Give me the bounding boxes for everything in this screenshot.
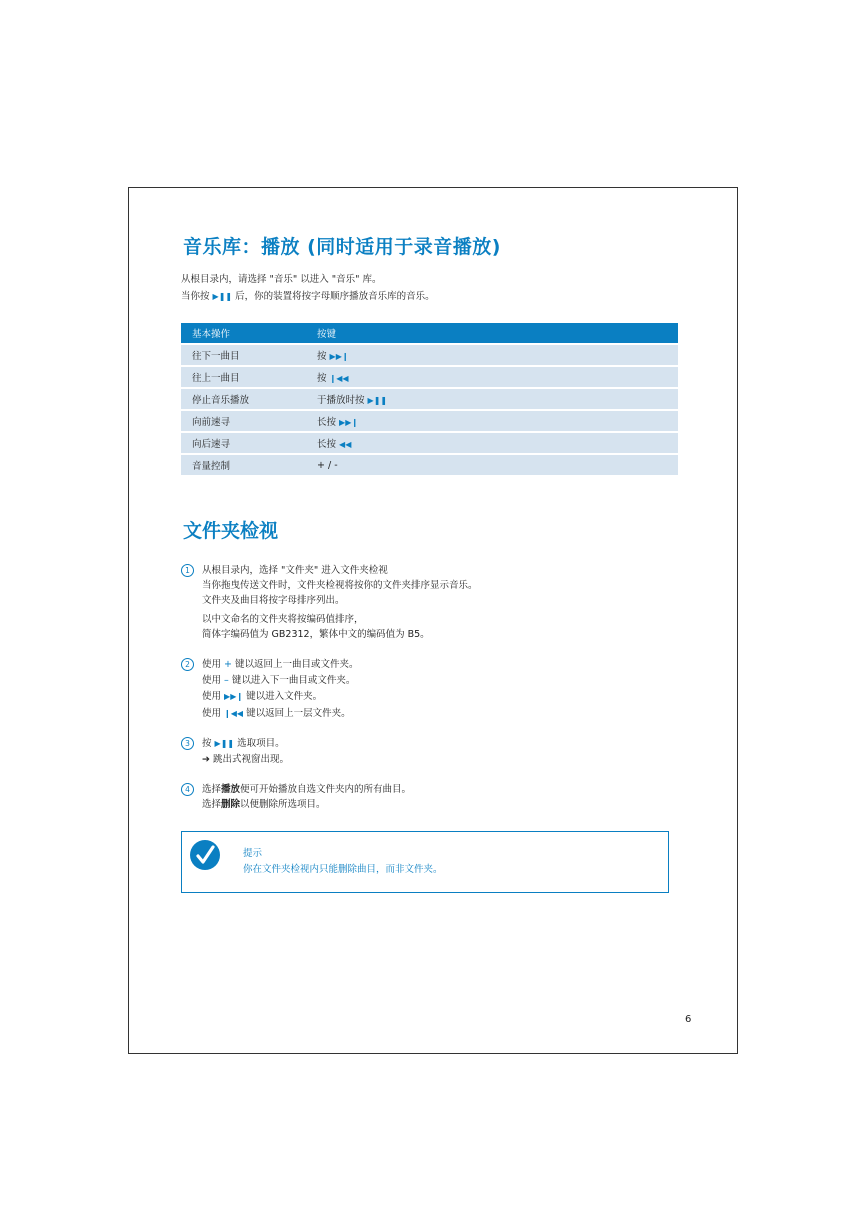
fast-forward-icon: ▶▶❙ [339, 418, 359, 427]
step4-line2-post: 以便删除所选项目。 [240, 799, 326, 810]
step2-line3-post: 键以进入文件夹。 [246, 691, 323, 702]
table-row [181, 367, 678, 387]
table-header-key: 按键 [306, 323, 678, 343]
step2-line2-post: 键以进入下一曲目或文件夹。 [231, 675, 356, 686]
step2-line1 [202, 656, 359, 670]
minus-key: – [224, 675, 229, 686]
step3-line1-pre: 按 [202, 738, 212, 749]
operations-table [181, 321, 678, 477]
step4-line2-bold: 删除 [221, 799, 241, 810]
key-text: 于播放时按 [317, 395, 365, 406]
table-cell-op: 往上一曲目 [181, 367, 306, 387]
intro-line-1: 从根目录内，请选择 "音乐" 以进入 "音乐" 库。 [181, 274, 382, 285]
step1-line5: 简体字编码值为 GB2312，繁体中文的编码值为 B5。 [202, 629, 430, 640]
rewind-icon: ◀◀ [339, 440, 352, 449]
table-row [181, 345, 678, 365]
step-number-1: 1 [181, 564, 194, 577]
checkmark-icon [190, 840, 220, 870]
tip-text: 你在文件夹检视内只能删除曲目，而非文件夹。 [243, 864, 443, 875]
play-pause-icon: ▶❚❚ [367, 396, 388, 405]
play-pause-icon: ▶❚❚ [212, 292, 233, 301]
section-title-folder-view: 文件夹检视 [183, 520, 279, 542]
step4-line2-pre: 选择 [202, 799, 222, 810]
key-text: 按 [317, 351, 327, 362]
table-cell-op: 音量控制 [181, 455, 306, 475]
step2-line3-pre: 使用 [202, 691, 222, 702]
table-cell-op: 停止音乐播放 [181, 389, 306, 409]
step1-line2: 当你拖曳传送文件时，文件夹检视将按你的文件夹排序显示音乐。 [202, 580, 478, 591]
step2-line4 [202, 705, 351, 719]
table-cell-key [306, 389, 678, 409]
prev-icon: ❙◀◀ [329, 374, 349, 383]
table-cell-key [306, 367, 678, 387]
step-number-2: 2 [181, 658, 194, 671]
table-row [181, 411, 678, 431]
step2-line1-post: 键以返回上一曲目或文件夹。 [235, 659, 359, 670]
plus-key: + [224, 659, 233, 670]
table-cell-op: 向后速寻 [181, 433, 306, 453]
step4-line1-bold: 播放 [221, 784, 241, 795]
key-text: 长按 [317, 439, 337, 450]
tip-title: 提示 [243, 848, 263, 859]
step1-line4: 以中文命名的文件夹将按编码值排序， [202, 614, 364, 625]
key-text: 长按 [317, 417, 337, 428]
step1-line1: 从根目录内，选择 "文件夹" 进入文件夹检视 [202, 565, 388, 576]
table-row [181, 455, 678, 475]
prev-icon: ❙◀◀ [224, 709, 244, 718]
table-row [181, 389, 678, 409]
intro-line-2 [181, 288, 435, 305]
section-title-music-library: 音乐库：播放 (同时适用于录音播放) [183, 236, 501, 258]
step3-line1-post: 选取项目。 [237, 738, 285, 749]
intro-line-2-pre: 当你按 [181, 291, 210, 302]
table-cell-key [306, 433, 678, 453]
table-row [181, 433, 678, 453]
next-icon: ▶▶❙ [224, 692, 244, 701]
table-cell-op: 向前速寻 [181, 411, 306, 431]
tip-box [181, 831, 669, 893]
key-text: 按 [317, 373, 327, 384]
step2-line2 [202, 672, 355, 686]
step-number-4: 4 [181, 783, 194, 796]
table-cell-key: + / - [306, 455, 678, 475]
step4-line1 [202, 781, 411, 795]
step1-line3: 文件夹及曲目将按字母排序列出。 [202, 595, 345, 606]
table-cell-key [306, 345, 678, 365]
step2-line4-pre: 使用 [202, 708, 222, 719]
next-icon: ▶▶❙ [329, 352, 349, 361]
step-number-3: 3 [181, 737, 194, 750]
step4-line1-pre: 选择 [202, 784, 222, 795]
step2-line1-pre: 使用 [202, 659, 222, 670]
table-header-operation: 基本操作 [181, 323, 306, 343]
intro-line-2-post: 后，你的装置将按字母顺序播放音乐库的音乐。 [235, 291, 435, 302]
step2-line2-pre: 使用 [202, 675, 222, 686]
step2-line4-post: 键以返回上一层文件夹。 [246, 708, 351, 719]
step3-line1 [202, 735, 285, 749]
table-cell-key [306, 411, 678, 431]
step4-line2 [202, 796, 326, 810]
step4-line1-post: 便可开始播放自选文件夹内的所有曲目。 [240, 784, 412, 795]
step3-line2: ➔ 跳出式视窗出现。 [202, 754, 289, 765]
table-cell-op: 往下一曲目 [181, 345, 306, 365]
step2-line3 [202, 688, 322, 702]
checkmark-icon-glyph [190, 840, 220, 870]
page-number: 6 [685, 1014, 692, 1025]
play-pause-icon: ▶❚❚ [214, 739, 235, 748]
table-header-row [181, 323, 678, 343]
